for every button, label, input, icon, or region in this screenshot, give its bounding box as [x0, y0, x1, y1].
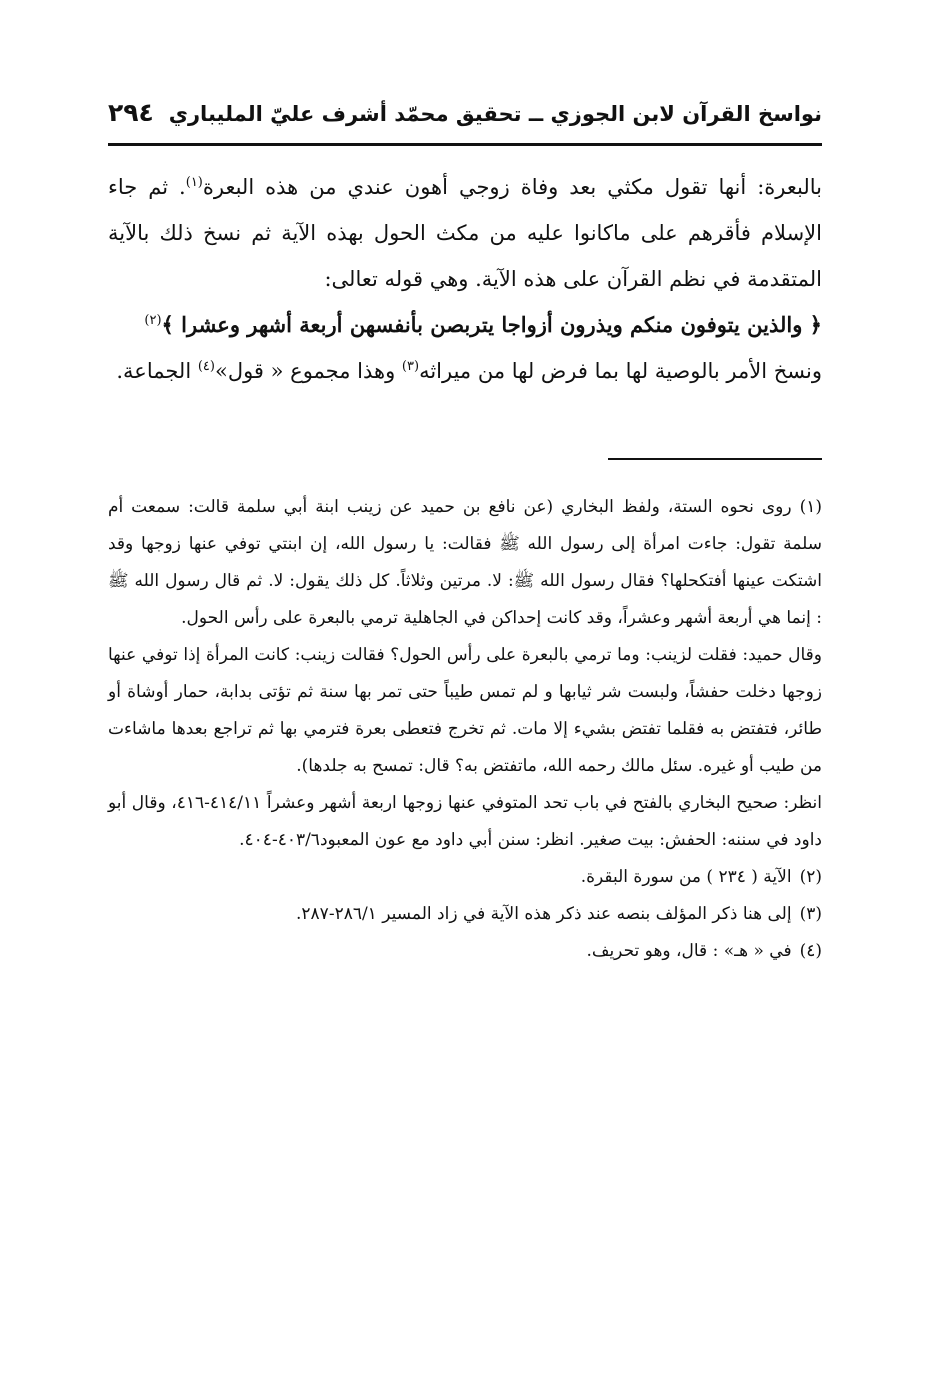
header-divider [108, 143, 822, 146]
paragraph-2-text-c: الجماعة. [116, 359, 198, 383]
footnote-1 [108, 489, 822, 637]
footnote-1-continued: وقال حميد: فقلت لزينب: وما ترمي بالبعرة على رأس الحول؟ فقالت زينب: كانت المرأة إذا توفي عنها زوجها دخلت حفشاً، ولبست شر ثيابها و لم تمس طيباً حتى تمر بها سنة ثم تؤتى بدابة، حمار أوشاة أو طائر، فتفتض به فقلما تفتض بشيء إلا مات. ثم تخرج فتعطى بعرة فترمي بها ثم تراجع بعدها ماشاءت من طيب أو غيره. سئل مالك رحمه الله، ماتفتض به؟ قال: تمسح به جلدها). [108, 645, 822, 776]
footnote-ref-4: (٤) [197, 359, 215, 374]
footnote-divider [608, 458, 822, 460]
paragraph-1 [108, 164, 822, 302]
paragraph-2 [108, 348, 822, 394]
footnote-4 [108, 933, 822, 970]
footnote-1-number: (١) [799, 497, 822, 517]
footnote-2 [108, 859, 822, 896]
verse-line [108, 302, 822, 348]
footnote-1-text: روى نحوه الستة، ولفظ البخاري (عن نافع بن حميد عن زينب ابنة أبي سلمة قالت: سمعت أم سلمة تقول: جاءت امرأة إلى رسول الله ﷺ فقالت: يا رسول الله، إن ابنتي توفي عنها زوجها وقد اشتكت عينها أفتكحلها؟ فقال رسول الله ﷺ: لا. مرتين وثلاثاً. كل ذلك يقول: لا. ثم قال رسول الله ﷺ : إنما هي أربعة أشهر وعشراً، وقد كانت إحداكن في الجاهلية ترمي بالبعرة على رأس الحول. [108, 497, 822, 628]
footnote-ref-2: (٢) [144, 313, 162, 328]
paragraph-1-text-a: بالبعرة: أنها تقول مكثي بعد وفاة زوجي أهون عندي من هذه البعرة [202, 175, 822, 199]
page-number: ٢٩٤ [108, 98, 154, 127]
footnote-2-text: الآية ( ٢٣٤ ) من سورة البقرة. [580, 867, 792, 887]
header-title: نواسخ القرآن لابن الجوزي ــ تحقيق محمّد أشرف عليّ المليباري [168, 102, 822, 126]
footnote-ref-3: (٣) [401, 359, 420, 374]
paragraph-1-text-b: . ثم جاء الإسلام فأقرهم على ماكانوا عليه من مكث الحول بهذه الآية ثم نسخ ذلك بالآية المتقدمة في نظم القرآن على هذه الآية. وهي قوله تعالى: [108, 175, 822, 291]
footnote-4-text: في « هـ» : قال، وهو تحريف. [586, 941, 792, 961]
footnote-4-number: (٤) [799, 941, 822, 961]
footnote-ref-1: (١) [185, 175, 203, 190]
footnote-3-text: إلى هنا ذكر المؤلف بنصه عند ذكر هذه الآية في زاد المسير ٢٨٦/١-٢٨٧. [296, 904, 792, 924]
paragraph-2-text-a: ونسخ الأمر بالوصية لها بما فرض لها من ميراثه [419, 359, 822, 383]
quran-verse: ﴿ والذين يتوفون منكم ويذرون أزواجا يتربصن بأنفسهن أربعة أشهر وعشرا ﴾ [161, 312, 822, 337]
footnote-3-number: (٣) [799, 904, 822, 924]
footnote-2-number: (٢) [799, 867, 822, 887]
paragraph-2-text-b: وهذا مجموع « قول» [214, 359, 402, 383]
footnote-3 [108, 896, 822, 933]
footnotes [108, 489, 822, 970]
footnote-1-reference: انظر: صحيح البخاري بالفتح في باب تحد المتوفي عنها زوجها اربعة أشهر وعشراً ٤١٤/١١-٤١٦، وقال أبو داود في سننه: الحفش: بيت صغير. انظر: سنن أبي داود مع عون المعبود٤٠٣/٦-٤٠٤. [108, 793, 822, 850]
running-header [108, 96, 822, 140]
main-text [108, 164, 822, 394]
